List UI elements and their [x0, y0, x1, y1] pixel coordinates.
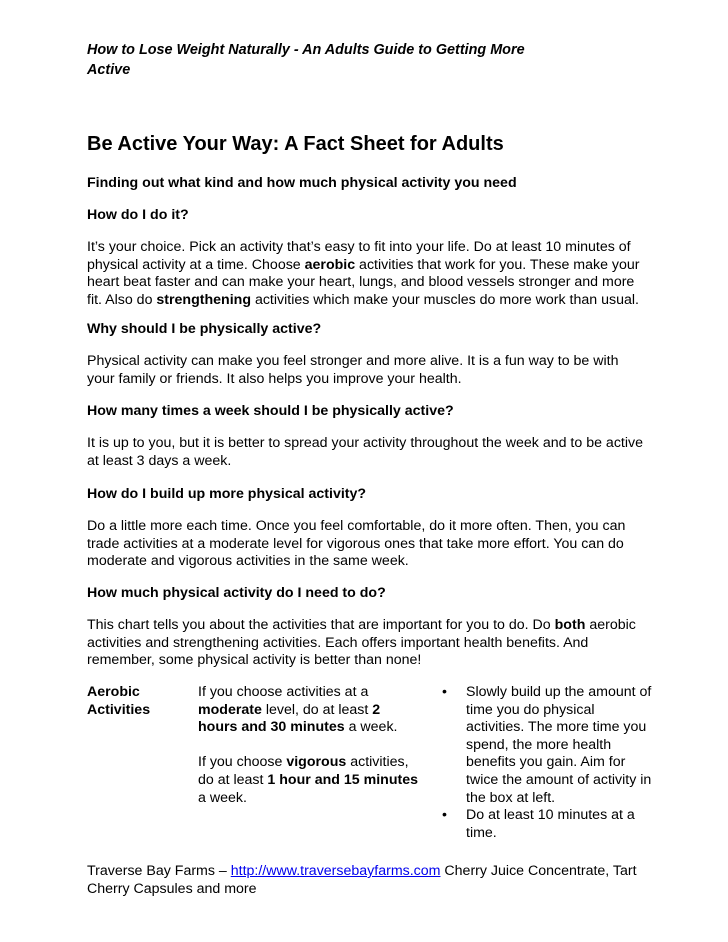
- question-why-be-active: Why should I be physically active?: [87, 321, 322, 337]
- table-tips-cell: [439, 684, 654, 842]
- header-line-2: Active: [87, 62, 131, 78]
- document-subtitle: Finding out what kind and how much physical activity you need: [87, 175, 517, 191]
- document-page: [87, 40, 652, 897]
- vigorous-guideline: If you choose vigorous activities, do at least 1 hour and 15 minutes a week.: [198, 754, 418, 806]
- question-how-much: How much physical activity do I need to do?: [87, 585, 386, 601]
- question-build-up: How do I build up more physical activity?: [87, 486, 367, 502]
- website-link[interactable]: http://www.traversebayfarms.com: [230, 863, 441, 879]
- running-header: [87, 40, 647, 80]
- question-how-many-times: How many times a week should I be physically active?: [87, 403, 454, 419]
- answer-build-up: Do a little more each time. Once you feel comfortable, do it more often. Then, you can trade activities at a moderate level for vigorous ones that take more effort. You can do moderate and vigorous activities in the same week.: [87, 518, 626, 570]
- list-item: • Slowly build up the amount of time you do physical activities. The more time you spend, the more health benefits you gain. Aim for twice the amount of activity in the box at left.: [442, 684, 652, 806]
- bullet-icon: •: [442, 807, 447, 824]
- table-row-label: Aerobic Activities: [87, 684, 151, 718]
- page-footer: Traverse Bay Farms – http://www.traversebayfarms.com Cherry Juice Concentrate, Tart Cherry Capsules and more: [87, 863, 637, 897]
- answer-how-much: This chart tells you about the activities that are important for you to do. Do both aerobic activities and strengthening activities. Each offers important health benefits. And remember, some physical activity is better than none!: [87, 617, 636, 669]
- answer-why-be-active: Physical activity can make you feel stronger and more alive. It is a fun way to be with your family or friends. It also helps you improve your health.: [87, 353, 619, 387]
- header-line-1: How to Lose Weight Naturally - An Adults Guide to Getting More: [87, 42, 525, 58]
- page-title: Be Active Your Way: A Fact Sheet for Adults: [87, 133, 504, 155]
- bullet-icon: •: [442, 684, 447, 700]
- answer-how-many-times: It is up to you, but it is better to spread your activity throughout the week and to be active at least 3 days a week.: [87, 435, 643, 469]
- moderate-guideline: If you choose activities at a moderate level, do at least 2 hours and 30 minutes a week.: [198, 684, 398, 736]
- list-item: • Do at least 10 minutes at a time.: [442, 807, 635, 841]
- question-how-do-i-do-it: How do I do it?: [87, 207, 189, 223]
- answer-how-do-i-do-it: It’s your choice. Pick an activity that’s easy to fit into your life. Do at least 10 minutes of physical activity at a time. Choose aerobic activities that work for you. These make your heart beat faster and can make your heart, lungs, and blood vessels stronger and more fit. Also do strengthening activities which make your muscles do more work than usual.: [87, 239, 640, 308]
- table-guideline-cell: [198, 684, 418, 807]
